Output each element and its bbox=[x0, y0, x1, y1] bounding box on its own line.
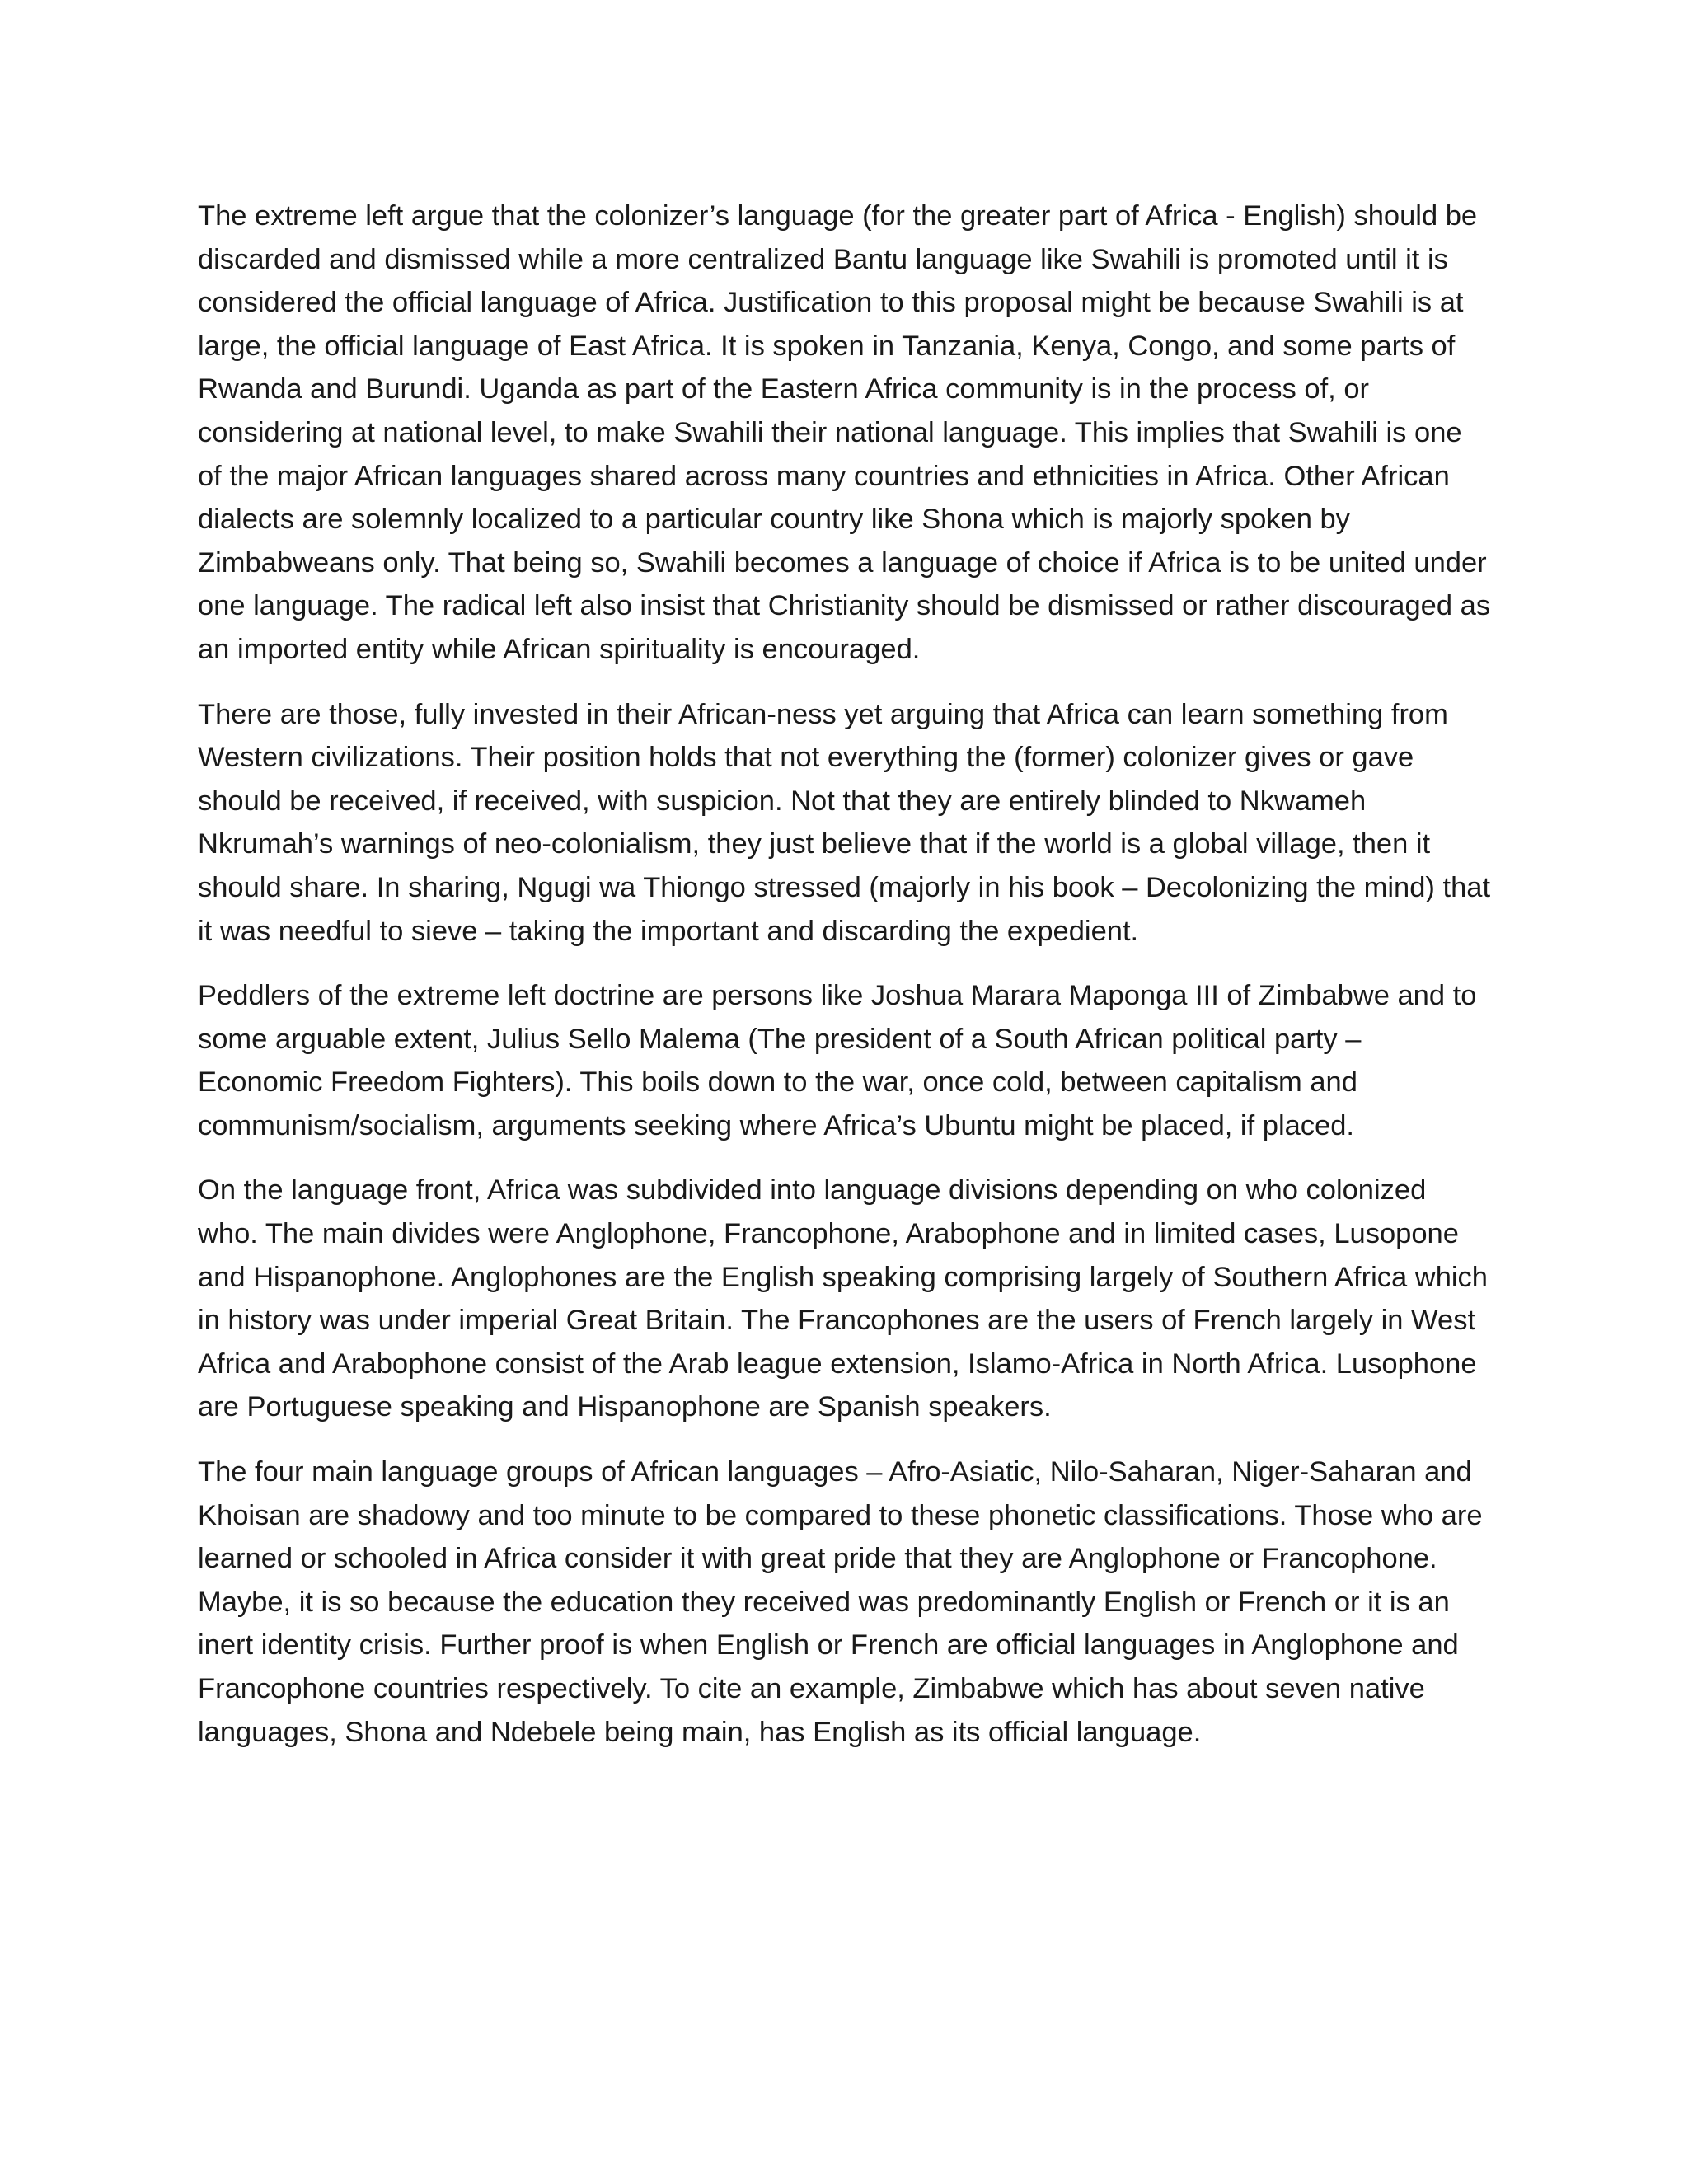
paragraph-5: The four main language groups of African languages – Afro-Asiatic, Nilo-Saharan, Niger-Saharan and Khoisan are shadowy and too minute to be compared to these phonetic classifications. Those who are learned or schooled in Africa consider it with great pride that they are Anglophone or Francophone. Maybe, it is so because the education they received was predominantly English or French or it is an inert identity crisis. Further proof is when English or French are official languages in Anglophone and Francophone countries respectively. To cite an example, Zimbabwe which has about seven native languages, Shona and Ndebele being main, has English as its official language. bbox=[198, 1456, 1483, 1748]
document-body bbox=[198, 194, 1492, 1775]
paragraph-2: There are those, fully invested in their African-ness yet arguing that Africa can learn something from Western civilizations. Their position holds that not everything the (former) colonizer gives or gave should be received, if received, with suspicion. Not that they are entirely blinded to Nkwameh Nkrumah’s warnings of neo-colonialism, they just believe that if the world is a global village, then it should share. In sharing, Ngugi wa Thiongo stressed (majorly in his book – Decolonizing the mind) that it was needful to sieve – taking the important and discarding the expedient. bbox=[198, 698, 1491, 947]
paragraph-1: The extreme left argue that the colonizer’s language (for the greater part of Africa - English) should be discarded and dismissed while a more centralized Bantu language like Swahili is promoted until it is considered the official language of Africa. Justification to this proposal might be because Swahili is at large, the official language of East Africa. It is spoken in Tanzania, Kenya, Congo, and some parts of Rwanda and Burundi. Uganda as part of the Eastern Africa community is in the process of, or considering at national level, to make Swahili their national language. This implies that Swahili is one of the major African languages shared across many countries and ethnicities in Africa. Other African dialects are solemnly localized to a particular country like Shona which is majorly spoken by Zimbabweans only. That being so, Swahili becomes a language of choice if Africa is to be united under one language. The radical left also insist that Christianity should be dismissed or rather discouraged as an imported entity while African spirituality is encouraged. bbox=[198, 200, 1491, 665]
paragraph-4: On the language front, Africa was subdivided into language divisions depending on who colonized who. The main divides were Anglophone, Francophone, Arabophone and in limited cases, Lusopone and Hispanophone. Anglophones are the English speaking comprising largely of Southern Africa which in history was under imperial Great Britain. The Francophones are the users of French largely in West Africa and Arabophone consist of the Arab league extension, Islamo-Africa in North Africa. Lusophone are Portuguese speaking and Hispanophone are Spanish speakers. bbox=[198, 1174, 1488, 1423]
paragraph-3: Peddlers of the extreme left doctrine are persons like Joshua Marara Maponga III of Zimbabwe and to some arguable extent, Julius Sello Malema (The president of a South African political party – Economic Freedom Fighters). This boils down to the war, once cold, between capitalism and communism/socialism, arguments seeking where Africa’s Ubuntu might be placed, if placed. bbox=[198, 980, 1477, 1141]
